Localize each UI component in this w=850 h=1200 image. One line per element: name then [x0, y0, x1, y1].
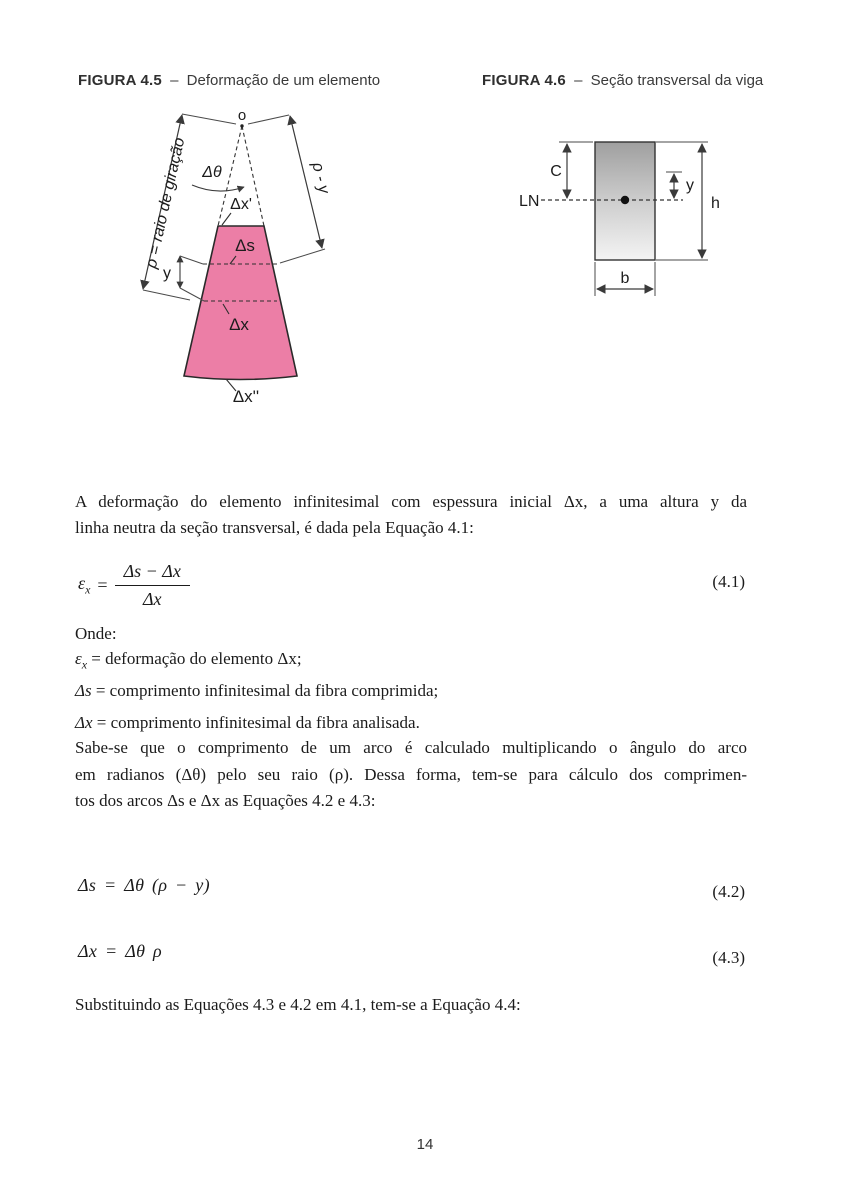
- delta-x-prime-label: Δx': [230, 196, 252, 213]
- delta-s-label: Δs: [235, 236, 255, 255]
- equation-4-2: Δs = Δθ (ρ − y): [78, 875, 210, 895]
- paragraph-1: [75, 489, 747, 541]
- centroid-point: [621, 196, 629, 204]
- c-label: C: [550, 163, 562, 180]
- figure-4-5-caption-label: FIGURA 4.5: [78, 72, 162, 89]
- equation-4-1-number: (4.1): [712, 572, 745, 591]
- center-o-label: o: [237, 107, 247, 124]
- rho-radius-of-gyration-label: ρ = raio de giração: [142, 136, 189, 270]
- paragraph-1-line-1: A deformação do elemento infinitesimal com espessura inicial Δx, a uma altura y da: [75, 492, 747, 511]
- rotation-center-point: [240, 124, 243, 127]
- rho-minus-y-label: ρ - y: [308, 160, 333, 196]
- definition-delta-s: Δs = comprimento infinitesimal da fibra comprimida;: [75, 681, 439, 701]
- fraction-denominator: Δx: [142, 589, 162, 609]
- paragraph-2: [75, 735, 747, 815]
- delta-x-label: Δx: [229, 315, 249, 334]
- y-label: y: [163, 265, 171, 282]
- b-label: b: [620, 270, 630, 287]
- paragraph-3: [75, 992, 747, 1018]
- caption-separator: –: [574, 72, 583, 89]
- y-label: y: [686, 177, 694, 194]
- page-number: 14: [416, 1136, 434, 1153]
- equation-4-1-lhs: $\varepsilon_x$: [78, 573, 91, 597]
- y-dimension-bracket: [180, 256, 204, 301]
- paragraph-1-line-2: linha neutra da seção transversal, é dada pela Equação 4.1:: [75, 518, 474, 537]
- paragraph-2-line-1: Sabe-se que o comprimento de um arco é calculado multiplicando o ângulo do arco: [75, 738, 747, 757]
- where-title: Onde:: [75, 624, 117, 643]
- neutral-axis-ln-label: LN: [519, 193, 540, 210]
- delta-x-double-prime-label: Δx'': [232, 387, 260, 406]
- c-dimension: [559, 142, 593, 198]
- caption-separator: –: [170, 72, 179, 89]
- definition-epsilon-x: $\varepsilon_x$ = deformação do elemento Δx;: [75, 649, 302, 672]
- figure-4-5-deformation-diagram: [90, 98, 340, 413]
- figure-4-6-caption-label: FIGURA 4.6: [482, 72, 566, 89]
- delta-theta-angle-arc: [192, 185, 244, 191]
- definition-delta-x: Δx = comprimento infinitesimal da fibra analisada.: [75, 713, 420, 732]
- equation-4-3: Δx = Δθ ρ: [78, 941, 162, 961]
- figure-4-5-caption: [78, 72, 380, 89]
- paragraph-2-line-3: tos dos arcos Δs e Δx as Equações 4.2 e 4.3:: [75, 791, 376, 810]
- y-dimension: [666, 172, 682, 198]
- delta-theta-label: Δθ: [202, 164, 222, 181]
- paragraph-2-line-2: em radianos (Δθ) pelo seu raio (ρ). Dessa forma, tem-se para cálculo dos comprimen-: [75, 764, 747, 784]
- equation-4-3-number: (4.3): [712, 948, 745, 967]
- figure-4-6-cross-section-diagram: [495, 110, 745, 310]
- paragraph-3-line-1: Substituindo as Equações 4.3 e 4.2 em 4.1, tem-se a Equação 4.4:: [75, 995, 521, 1014]
- figure-4-6-caption-text: Seção transversal da viga: [590, 72, 764, 89]
- where-definitions-list: [75, 621, 747, 742]
- equation-4-2-number: (4.2): [712, 882, 745, 901]
- h-dimension: [656, 142, 708, 260]
- equals-sign: =: [97, 575, 108, 595]
- fraction-numerator: Δs − Δx: [115, 561, 190, 586]
- h-label: h: [711, 195, 720, 212]
- figure-4-5-caption-text: Deformação de um elemento: [186, 72, 381, 89]
- figure-4-6-caption: [482, 72, 763, 89]
